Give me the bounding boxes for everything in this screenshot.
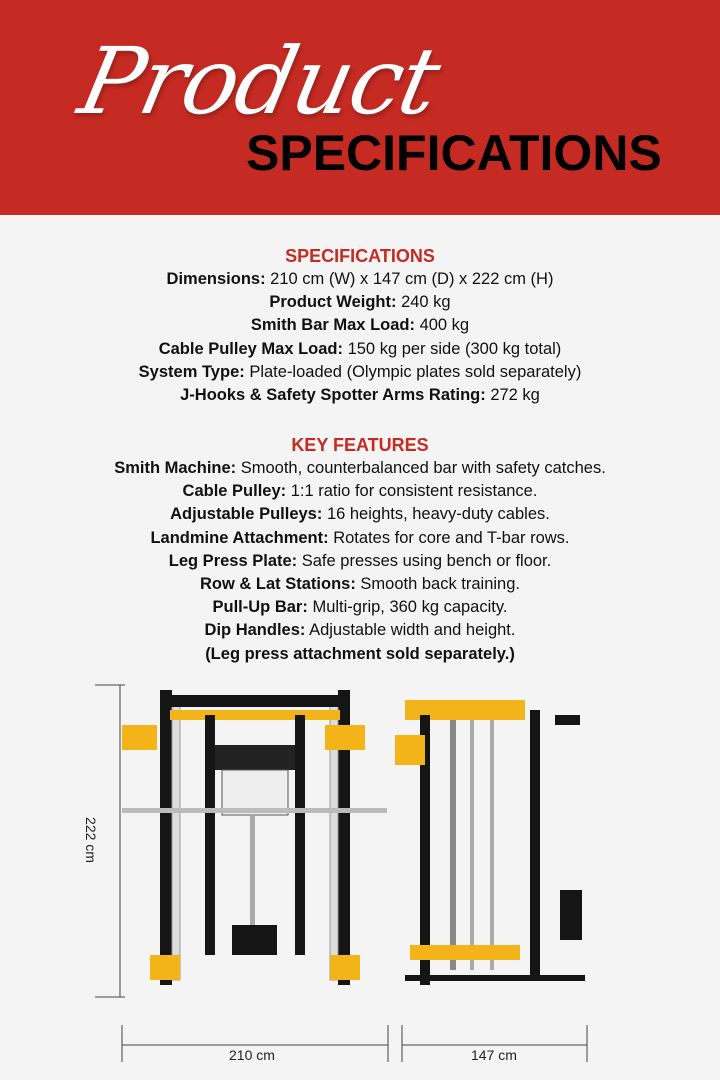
item-value: Smooth back training. bbox=[355, 575, 520, 594]
item-value: Plate-loaded (Olympic plates sold separately) bbox=[244, 362, 582, 381]
item-value: 400 kg bbox=[414, 316, 470, 335]
item-value: 150 kg per side (300 kg total) bbox=[343, 339, 562, 358]
specifications-heading: SPECIFICATIONS bbox=[285, 246, 435, 266]
side-view-image bbox=[395, 700, 585, 985]
item-value: Adjustable width and height. bbox=[305, 621, 516, 640]
item-label: Cable Pulley: bbox=[182, 482, 287, 501]
depth-dimension-label: 147 cm bbox=[471, 1047, 517, 1063]
item-label: Landmine Attachment: bbox=[150, 528, 329, 547]
item-value: Safe presses using bench or floor. bbox=[297, 551, 552, 570]
item-label: Smith Bar Max Load: bbox=[250, 316, 415, 335]
item-label: Pull-Up Bar: bbox=[212, 598, 308, 617]
item-label: Product Weight: bbox=[269, 293, 397, 312]
item-value: Rotates for core and T-bar rows. bbox=[328, 528, 570, 547]
item-value: 240 kg bbox=[396, 293, 451, 312]
item-label: Cable Pulley Max Load: bbox=[158, 339, 343, 358]
item-value: 1:1 ratio for consistent resistance. bbox=[286, 482, 538, 501]
item-label: J-Hooks & Safety Spotter Arms Rating: bbox=[180, 386, 486, 405]
item-label: Dimensions: bbox=[166, 270, 266, 288]
width-dimension-label: 210 cm bbox=[229, 1047, 275, 1063]
script-title: Product bbox=[70, 28, 448, 135]
item-label: Adjustable Pulleys: bbox=[170, 505, 323, 524]
features-heading: KEY FEATURES bbox=[291, 435, 429, 455]
item-label: Leg Press Plate: bbox=[168, 551, 298, 570]
item-value: 210 cm (W) x 147 cm (D) x 222 cm (H) bbox=[265, 270, 554, 288]
item-value: 272 kg bbox=[485, 386, 540, 405]
item-value: 16 heights, heavy-duty cables. bbox=[322, 505, 550, 524]
item-value: Smooth, counterbalanced bar with safety catches. bbox=[236, 459, 606, 477]
item-label: Dip Handles: bbox=[204, 621, 306, 640]
item-value: Multi-grip, 360 kg capacity. bbox=[307, 598, 508, 617]
item-label: System Type: bbox=[138, 362, 245, 381]
page-title: SPECIFICATIONS bbox=[246, 125, 662, 181]
item-label: Row & Lat Stations: bbox=[199, 575, 356, 594]
height-dimension-label: 222 cm bbox=[82, 817, 99, 863]
item-label: Smith Machine: bbox=[114, 459, 237, 477]
features-note: (Leg press attachment sold separately.) bbox=[205, 644, 515, 663]
front-view-image bbox=[122, 690, 387, 985]
